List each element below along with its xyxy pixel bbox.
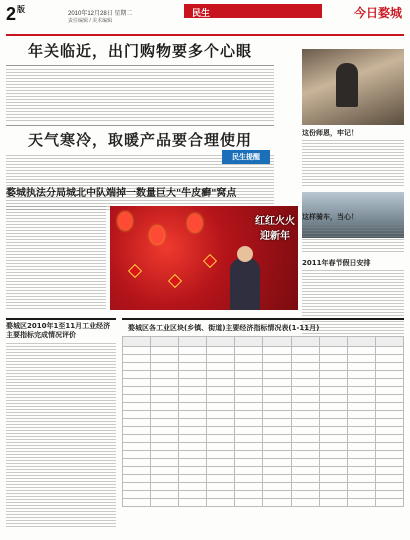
lantern-icon: [188, 214, 202, 232]
table-cell: [375, 427, 403, 435]
table-cell: [151, 411, 179, 419]
table-cell: [207, 371, 235, 379]
table-cell: [179, 475, 207, 483]
table-cell: [235, 363, 263, 371]
table-cell: [207, 379, 235, 387]
column-header: [291, 337, 319, 347]
table-cell: [123, 443, 151, 451]
table-cell: [235, 403, 263, 411]
chinese-knot-icon: [203, 254, 217, 268]
table-cell: [375, 371, 403, 379]
column-header: [123, 337, 151, 347]
table-cell: [235, 427, 263, 435]
lantern-icon: [150, 226, 164, 244]
table-cell: [179, 419, 207, 427]
table-cell: [291, 387, 319, 395]
table-row: [123, 419, 404, 427]
table-row: [123, 427, 404, 435]
table-cell: [235, 347, 263, 355]
table-row: [123, 363, 404, 371]
table-cell: [263, 467, 291, 475]
table-cell: [179, 443, 207, 451]
article-title: 2011年春节假日安排: [302, 259, 371, 267]
table-cell: [151, 483, 179, 491]
table-cell: [375, 451, 403, 459]
table-cell: [207, 435, 235, 443]
column-header: [263, 337, 291, 347]
table-cell: [347, 403, 375, 411]
table-cell: [347, 355, 375, 363]
table-cell: [263, 499, 291, 507]
table-cell: [151, 435, 179, 443]
table-cell: [347, 379, 375, 387]
table-cell: [123, 467, 151, 475]
table-cell: [207, 459, 235, 467]
table-cell: [207, 395, 235, 403]
table-cell: [123, 371, 151, 379]
table-cell: [179, 355, 207, 363]
newspaper-logo: 今日婺城: [353, 6, 402, 20]
table-cell: [347, 483, 375, 491]
statistics-table: [122, 336, 404, 507]
table-cell: [319, 483, 347, 491]
table-header-row: [123, 337, 404, 347]
table-cell: [123, 403, 151, 411]
table-cell: [375, 459, 403, 467]
table-cell: [263, 459, 291, 467]
table-cell: [123, 483, 151, 491]
table-cell: [235, 411, 263, 419]
table-cell: [123, 379, 151, 387]
table-cell: [235, 451, 263, 459]
table-cell: [375, 443, 403, 451]
table-cell: [179, 499, 207, 507]
table-cell: [291, 411, 319, 419]
table-cell: [263, 419, 291, 427]
table-cell: [207, 483, 235, 491]
economic-report: [6, 318, 116, 529]
table-cell: [151, 403, 179, 411]
table-row: [123, 491, 404, 499]
table-cell: [375, 387, 403, 395]
table-row: [123, 459, 404, 467]
header-divider: [6, 34, 404, 36]
table-cell: [319, 427, 347, 435]
table-cell: [319, 355, 347, 363]
table-cell: [319, 387, 347, 395]
table-cell: [291, 379, 319, 387]
table-cell: [207, 467, 235, 475]
table-cell: [151, 379, 179, 387]
table-title: 婺城区各工业区块(乡镇、街道)主要经济指标情况表(1-11月): [128, 324, 320, 332]
table-cell: [235, 355, 263, 363]
table-cell: [347, 467, 375, 475]
table-cell: [179, 435, 207, 443]
table-cell: [263, 347, 291, 355]
table-cell: [291, 451, 319, 459]
table-cell: [347, 427, 375, 435]
table-cell: [347, 451, 375, 459]
table-cell: [207, 499, 235, 507]
table-cell: [291, 483, 319, 491]
article-body-text: [6, 343, 116, 529]
table-cell: [291, 467, 319, 475]
shopper-figure: [230, 258, 260, 310]
table-cell: [151, 355, 179, 363]
table-cell: [347, 347, 375, 355]
date-line: 2010年12月28日 星期二: [68, 11, 133, 17]
table-cell: [179, 387, 207, 395]
table-cell: [291, 427, 319, 435]
table-cell: [263, 355, 291, 363]
table-cell: [291, 363, 319, 371]
table-cell: [179, 403, 207, 411]
table-cell: [319, 371, 347, 379]
table-cell: [235, 491, 263, 499]
table-cell: [207, 419, 235, 427]
table-row: [123, 395, 404, 403]
table-cell: [375, 347, 403, 355]
table-cell: [347, 491, 375, 499]
table-cell: [263, 427, 291, 435]
table-cell: [319, 491, 347, 499]
table-cell: [123, 347, 151, 355]
table-cell: [123, 363, 151, 371]
table-cell: [235, 387, 263, 395]
table-cell: [375, 363, 403, 371]
table-cell: [263, 403, 291, 411]
table-cell: [347, 395, 375, 403]
article-body-text: [6, 69, 274, 121]
table-cell: [291, 443, 319, 451]
table-cell: [319, 419, 347, 427]
tip-badge: 民生提醒: [222, 150, 270, 164]
table-cell: [123, 491, 151, 499]
table-cell: [207, 451, 235, 459]
right-column: [302, 38, 404, 238]
table-cell: [207, 411, 235, 419]
table-cell: [207, 387, 235, 395]
table-cell: [347, 363, 375, 371]
table-cell: [263, 411, 291, 419]
table-cell: [319, 379, 347, 387]
table-cell: [347, 435, 375, 443]
headline-enforcement: 婺城执法分局城北中队端掉一数量巨大"牛皮癣"窝点: [6, 188, 237, 199]
table-cell: [235, 379, 263, 387]
table-cell: [291, 355, 319, 363]
table-cell: [151, 491, 179, 499]
table-cell: [291, 403, 319, 411]
table-cell: [375, 355, 403, 363]
table-cell: [151, 459, 179, 467]
page-number: $2^版$: [6, 4, 26, 24]
table-cell: [291, 459, 319, 467]
table-cell: [235, 467, 263, 475]
table-cell: [263, 483, 291, 491]
table-cell: [207, 363, 235, 371]
table-cell: [263, 379, 291, 387]
table-cell: [235, 475, 263, 483]
table-cell: [123, 435, 151, 443]
article-body-text: [302, 140, 404, 186]
table-cell: [375, 419, 403, 427]
table-row: [123, 451, 404, 459]
table-cell: [179, 483, 207, 491]
table-cell: [291, 371, 319, 379]
section-banner: 民生: [184, 4, 322, 18]
table-cell: [263, 371, 291, 379]
article-title: 这份师恩，牢记！: [302, 129, 358, 137]
table-cell: [375, 483, 403, 491]
table-cell: [151, 387, 179, 395]
column-header: [235, 337, 263, 347]
table-cell: [123, 451, 151, 459]
table-cell: [151, 467, 179, 475]
masthead: [6, 4, 404, 34]
table-cell: [375, 435, 403, 443]
table-cell: [151, 427, 179, 435]
table-cell: [319, 411, 347, 419]
table-cell: [347, 475, 375, 483]
table-cell: [263, 387, 291, 395]
table-cell: [123, 395, 151, 403]
column-header: [151, 337, 179, 347]
column-header: [207, 337, 235, 347]
table-cell: [235, 483, 263, 491]
article-title: 这样骑车，当心！: [302, 213, 358, 221]
table-cell: [151, 475, 179, 483]
table-cell: [151, 499, 179, 507]
table-row: [123, 475, 404, 483]
table-cell: [347, 411, 375, 419]
table-cell: [263, 435, 291, 443]
table-cell: [263, 443, 291, 451]
table-cell: [235, 435, 263, 443]
table-row: [123, 411, 404, 419]
table-cell: [235, 419, 263, 427]
table-cell: [123, 419, 151, 427]
table-cell: [207, 443, 235, 451]
column-header: [179, 337, 207, 347]
headline-heating: 天气寒冷，取暖产品要合理使用: [6, 125, 274, 153]
table-cell: [319, 435, 347, 443]
chinese-knot-icon: [128, 264, 142, 278]
table-cell: [123, 459, 151, 467]
table-cell: [375, 475, 403, 483]
table-cell: [375, 491, 403, 499]
lantern-icon: [118, 212, 132, 230]
table-row: [123, 371, 404, 379]
table-cell: [123, 355, 151, 363]
table-cell: [179, 459, 207, 467]
shopper-face: [237, 246, 253, 262]
table-cell: [151, 443, 179, 451]
teacher-photo: [302, 49, 404, 125]
table-cell: [207, 491, 235, 499]
table-cell: [319, 363, 347, 371]
table-cell: [347, 371, 375, 379]
table-cell: [263, 395, 291, 403]
table-row: [123, 387, 404, 395]
table-cell: [123, 427, 151, 435]
table-cell: [207, 347, 235, 355]
table-cell: [319, 475, 347, 483]
table-cell: [319, 459, 347, 467]
table-row: [123, 435, 404, 443]
table-cell: [375, 379, 403, 387]
table-cell: [179, 467, 207, 475]
table-cell: [235, 395, 263, 403]
table-cell: [151, 347, 179, 355]
headline-shopping: 年关临近，出门购物要多个心眼: [6, 38, 274, 66]
column-banner: [302, 38, 404, 47]
table-cell: [347, 387, 375, 395]
table-cell: [319, 451, 347, 459]
table-cell: [347, 459, 375, 467]
table-cell: [375, 403, 403, 411]
table-cell: [291, 395, 319, 403]
table-cell: [207, 475, 235, 483]
table-cell: [151, 395, 179, 403]
table-cell: [263, 451, 291, 459]
table-cell: [151, 451, 179, 459]
statistics-table-section: [122, 318, 404, 536]
chinese-knot-icon: [168, 274, 182, 288]
column-header: [347, 337, 375, 347]
article-body-text: [6, 206, 106, 310]
table-cell: [291, 419, 319, 427]
table-cell: [235, 499, 263, 507]
report-title: 婺城区2010年1至11月工业经济主要指标完成情况评价: [6, 322, 111, 339]
table-cell: [179, 347, 207, 355]
table-cell: [179, 427, 207, 435]
table-row: [123, 483, 404, 491]
table-cell: [179, 379, 207, 387]
table-cell: [207, 403, 235, 411]
table-cell: [319, 467, 347, 475]
table-cell: [235, 443, 263, 451]
table-cell: [151, 419, 179, 427]
table-cell: [179, 395, 207, 403]
table-cell: [179, 491, 207, 499]
column-header: [319, 337, 347, 347]
table-cell: [375, 467, 403, 475]
table-cell: [123, 411, 151, 419]
table-cell: [179, 451, 207, 459]
editor-credits: 责任编辑 / 美术编辑: [68, 18, 113, 24]
table-cell: [375, 395, 403, 403]
column-header: [375, 337, 403, 347]
table-cell: [179, 363, 207, 371]
table-row: [123, 499, 404, 507]
table-cell: [319, 395, 347, 403]
table-body: [123, 347, 404, 507]
table-cell: [263, 475, 291, 483]
table-cell: [375, 499, 403, 507]
photo-caption: 红红火火迎新年: [255, 216, 295, 242]
table-cell: [291, 499, 319, 507]
table-cell: [123, 387, 151, 395]
table-cell: [151, 363, 179, 371]
table-cell: [179, 371, 207, 379]
table-cell: [375, 411, 403, 419]
table-cell: [207, 355, 235, 363]
table-cell: [179, 411, 207, 419]
table-cell: [235, 371, 263, 379]
table-cell: [319, 347, 347, 355]
table-row: [123, 443, 404, 451]
table-cell: [151, 371, 179, 379]
table-row: [123, 379, 404, 387]
table-row: [123, 403, 404, 411]
table-cell: [235, 459, 263, 467]
table-row: [123, 355, 404, 363]
table-cell: [207, 427, 235, 435]
table-cell: [263, 491, 291, 499]
table-row: [123, 467, 404, 475]
table-cell: [347, 443, 375, 451]
table-cell: [291, 475, 319, 483]
table-cell: [347, 419, 375, 427]
table-cell: [319, 443, 347, 451]
table-cell: [319, 499, 347, 507]
table-cell: [263, 363, 291, 371]
table-cell: [123, 475, 151, 483]
table-cell: [291, 491, 319, 499]
table-row: [123, 347, 404, 355]
table-cell: [291, 435, 319, 443]
article-body-text: [302, 224, 404, 254]
table-cell: [319, 403, 347, 411]
table-cell: [347, 499, 375, 507]
table-cell: [123, 499, 151, 507]
table-cell: [291, 347, 319, 355]
